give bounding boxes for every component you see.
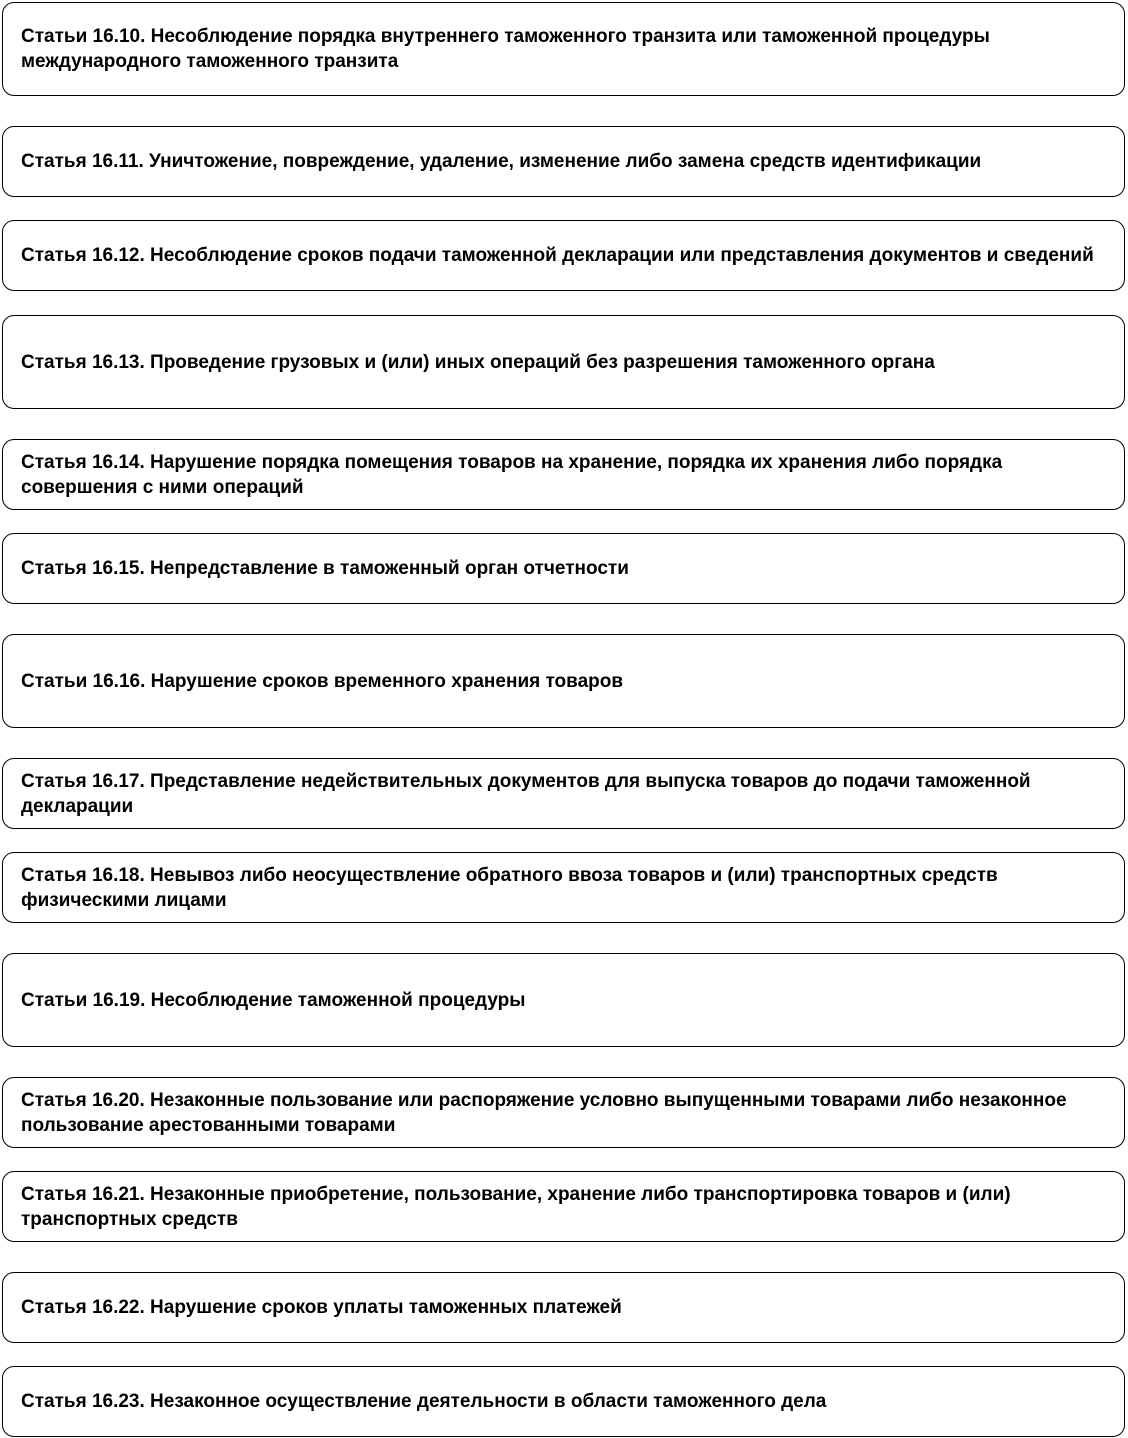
article-label: Статьи 16.10. Несоблюдение порядка внутреннего таможенного транзита или таможенной процедуры международного таможенного транзита <box>21 26 990 72</box>
article-label: Статья 16.18. Невывоз либо неосуществление обратного ввоза товаров и (или) транспортных средств физическими лицами <box>21 864 998 911</box>
article-box-16-22 <box>2 1272 1125 1343</box>
article-box-16-13 <box>2 315 1125 409</box>
article-box-16-12 <box>2 220 1125 291</box>
article-label: Статья 16.11. Уничтожение, повреждение, удаление, изменение либо замена средств идентификации <box>21 151 982 172</box>
article-label: Статья 16.22. Нарушение сроков уплаты таможенных платежей <box>21 1297 622 1318</box>
article-label: Статья 16.23. Незаконное осуществление деятельности в области таможенного дела <box>21 1391 827 1412</box>
article-label: Статья 16.12. Несоблюдение сроков подачи таможенной декларации или представления документов и сведений <box>21 245 1094 266</box>
article-label: Статьи 16.16. Нарушение сроков временного хранения товаров <box>21 670 624 692</box>
article-box-16-14 <box>2 439 1125 510</box>
article-box-16-17 <box>2 758 1125 829</box>
article-label: Статья 16.15. Непредставление в таможенный орган отчетности <box>21 558 629 579</box>
article-box-16-10 <box>2 2 1125 96</box>
article-box-16-23 <box>2 1366 1125 1437</box>
article-box-16-19 <box>2 953 1125 1047</box>
article-box-16-15 <box>2 533 1125 604</box>
article-label: Статья 16.20. Незаконные пользование или распоряжение условно выпущенными товарами либо незаконное пользование арестованными товарами <box>21 1089 1067 1136</box>
article-label: Статья 16.13. Проведение грузовых и (или) иных операций без разрешения таможенного органа <box>21 351 935 373</box>
article-label: Статья 16.17. Представление недействительных документов для выпуска товаров до подачи таможенной декларации <box>21 770 1031 817</box>
article-label: Статья 16.14. Нарушение порядка помещения товаров на хранение, порядка их хранения либо порядка совершения с ними операций <box>21 451 1003 498</box>
article-box-16-18 <box>2 852 1125 923</box>
article-label: Статья 16.21. Незаконные приобретение, пользование, хранение либо транспортировка товаров и (или) транспортных средств <box>21 1183 1011 1230</box>
article-label: Статьи 16.19. Несоблюдение таможенной процедуры <box>21 989 526 1011</box>
article-box-16-20 <box>2 1077 1125 1148</box>
article-box-16-21 <box>2 1171 1125 1242</box>
article-box-16-11 <box>2 126 1125 197</box>
article-box-16-16 <box>2 634 1125 728</box>
